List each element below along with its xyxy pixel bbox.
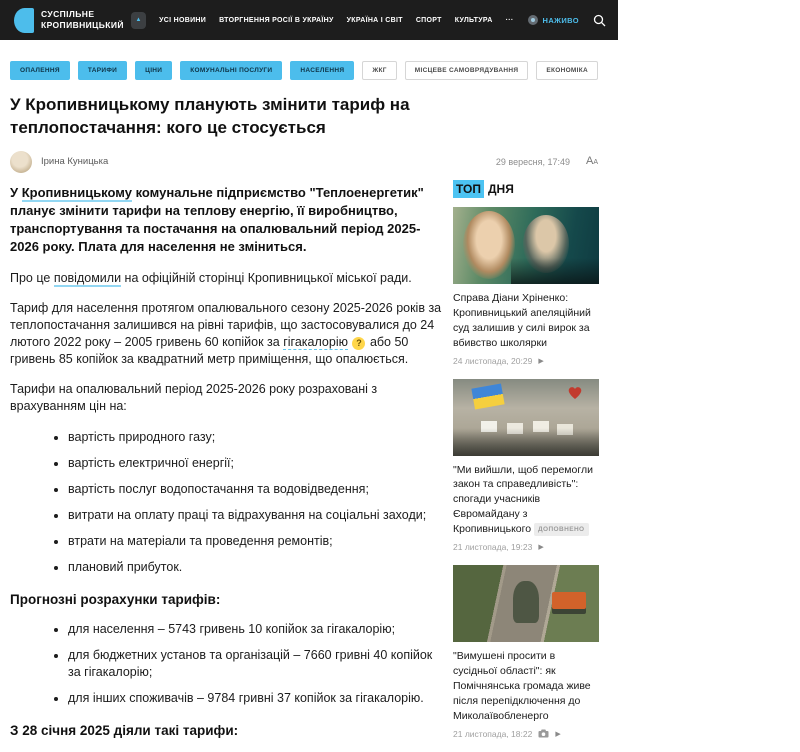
list-item: • плановий прибуток. (68, 559, 442, 576)
paragraph-source: Про це повідомили на офіційній сторінці Кропивницької міської ради. (10, 270, 412, 285)
main-content (0, 182, 618, 752)
author-name[interactable]: Ірина Куницька (41, 156, 109, 168)
photo-detail (481, 421, 497, 432)
play-icon: ▶ (538, 357, 544, 365)
publish-date: 29 вересня, 17:49 (495, 156, 570, 167)
news-meta (453, 729, 599, 739)
logo-text (41, 9, 124, 31)
photo-detail (552, 592, 586, 609)
live-button[interactable] (528, 15, 579, 25)
main-nav (159, 17, 513, 24)
glossary-term-link[interactable]: гігакалорію (283, 334, 348, 349)
tag-tsiny[interactable]: ЦІНИ (135, 61, 172, 80)
news-meta (453, 356, 599, 366)
site-logo[interactable] (14, 8, 124, 33)
news-date: 24 листопада, 20:29 (453, 355, 533, 366)
search-icon (593, 14, 606, 27)
logo-line2: КРОПИВНИЦЬКИЙ (41, 20, 124, 30)
list-item: • для інших споживачів – 9784 гривні 37 копійок за гігакалорію. (68, 690, 442, 707)
photo-detail (513, 581, 539, 623)
sidebar-title-highlight: ТОП (453, 180, 484, 198)
top-news-sidebar (453, 182, 599, 752)
news-date: 21 листопада, 18:22 (453, 728, 533, 739)
list-item: • вартість послуг водопостачання та водовідведення; (68, 481, 442, 498)
current-tariffs-heading: З 28 січня 2025 діяли такі тарифи: (10, 722, 239, 738)
live-dot-icon (528, 15, 538, 25)
byline (10, 151, 598, 173)
news-photo-2 (453, 379, 599, 456)
search-button[interactable] (593, 14, 606, 27)
nav-all-news[interactable]: УСІ НОВИНИ (159, 16, 207, 24)
news-title[interactable]: "Вимушені просити в сусідньої області": як Помічнянська громада живе після перепідключення до Миколаївобленерго (453, 650, 591, 722)
ukraine-flag-detail (471, 383, 504, 409)
list-item: • вартість електричної енергії; (68, 455, 442, 472)
font-size-icon: А (585, 155, 594, 168)
tags-row (10, 61, 618, 80)
list-item: • витрати на оплату праці та відрахування на соціальні заходи; (68, 507, 442, 524)
author-avatar[interactable] (10, 151, 32, 173)
nav-more-menu[interactable]: ··· (505, 16, 514, 24)
news-photo-1 (453, 207, 599, 284)
nav-culture[interactable]: КУЛЬТУРА (454, 16, 493, 24)
factors-list (10, 429, 442, 576)
page-title: У Кропивницькому планують змінити тариф на теплопостачання: кого це стосується (10, 95, 410, 137)
tag-naselennia[interactable]: НАСЕЛЕННЯ (290, 61, 354, 80)
photo-detail (523, 215, 569, 273)
heart-detail (567, 385, 583, 400)
photo-detail (463, 211, 515, 279)
top-news-card-2[interactable] (453, 379, 599, 553)
sidebar-title: ТОП ДНЯ (453, 182, 599, 196)
list-item: • втрати на матеріали та проведення ремонтів; (68, 533, 442, 550)
paragraph-tariff: Тариф для населення протягом опалювального сезону 2025-2026 років за теплопостачання залишився на рівні тарифів, що застосовувалися до 24 лютого 2022 року – 2005 гривень 60 копійок за гігакалорію ? або 50 гривень 85 копійок за квадратний метр приміщення, що опалюється. (10, 300, 442, 366)
list-item: • вартість природного газу; (68, 429, 442, 446)
paragraph-factors-intro: Тарифи на опалювальний період 2025-2026 року розраховані з врахуванням цін на: (10, 381, 378, 413)
top-news-card-1[interactable] (453, 207, 599, 366)
tag-ekonomika[interactable]: ЕКОНОМІКА (536, 61, 598, 80)
tag-opalennia[interactable]: ОПАЛЕННЯ (10, 61, 70, 80)
nav-sport[interactable]: СПОРТ (415, 16, 442, 24)
suspilne-logo-icon (14, 8, 34, 33)
nav-ukraine-world[interactable]: УКРАЇНА І СВІТ (346, 16, 403, 24)
live-label: НАЖИВО (542, 15, 579, 25)
logo-line1: СУСПІЛЬНЕ (41, 8, 95, 19)
article-lead: У Кропивницькому комунальне підприємство "Теплоенергетик" планує змінити тарифи на теплову енергію, її виробництво, транспортування та постачання на опалювальний період 2025-2026 року. Плата для населення не зміниться. (10, 184, 424, 255)
top-news-card-3[interactable] (453, 565, 599, 739)
tag-samovriaduvannia[interactable]: МІСЦЕВЕ САМОВРЯДУВАННЯ (405, 61, 529, 80)
list-item: • для бюджетних установ та організацій – 7660 гривні 40 копійок за гігакалорію; (68, 647, 442, 681)
source-link[interactable]: повідомили (53, 270, 122, 285)
list-item: • для населення – 5743 гривень 10 копійок за гігакалорію; (68, 621, 442, 638)
tag-zhkh[interactable]: ЖКГ (362, 61, 396, 80)
play-icon: ▶ (555, 730, 561, 738)
updated-badge: ДОПОВНЕНО (534, 523, 589, 536)
nav-invasion[interactable]: ВТОРГНЕННЯ РОСІЇ В УКРАЇНУ (219, 16, 334, 24)
news-photo-3 (453, 565, 599, 642)
region-selector-button[interactable] (131, 12, 146, 29)
site-header (0, 0, 618, 40)
font-size-button[interactable]: А А (585, 155, 598, 168)
tag-taryfy[interactable]: ТАРИФИ (78, 61, 127, 80)
news-title[interactable]: "Ми вийшли, щоб перемогли закон та справедливість": спогади учасників Євромайдану з Кропивницького ДОПОВНЕНО (453, 463, 593, 536)
forecast-heading: Прогнозні розрахунки тарифів: (10, 591, 221, 607)
city-link[interactable]: Кропивницькому (21, 184, 132, 200)
forecast-list (10, 621, 442, 707)
news-meta (453, 542, 599, 552)
help-question-icon[interactable]: ? (352, 337, 365, 350)
camera-icon (538, 729, 549, 738)
article-head (0, 94, 618, 173)
news-date: 21 листопада, 19:23 (453, 542, 533, 553)
article-body (10, 182, 442, 752)
chevron-up-icon: ▲ (135, 17, 142, 23)
play-icon: ▶ (538, 544, 544, 552)
news-title[interactable]: Справа Діани Хріненко: Кропивницький апеляційний суд залишив у силі вирок за вбивство школярки (453, 291, 591, 349)
tag-komunalni-posluhy[interactable]: КОМУНАЛЬНІ ПОСЛУГИ (180, 61, 282, 80)
